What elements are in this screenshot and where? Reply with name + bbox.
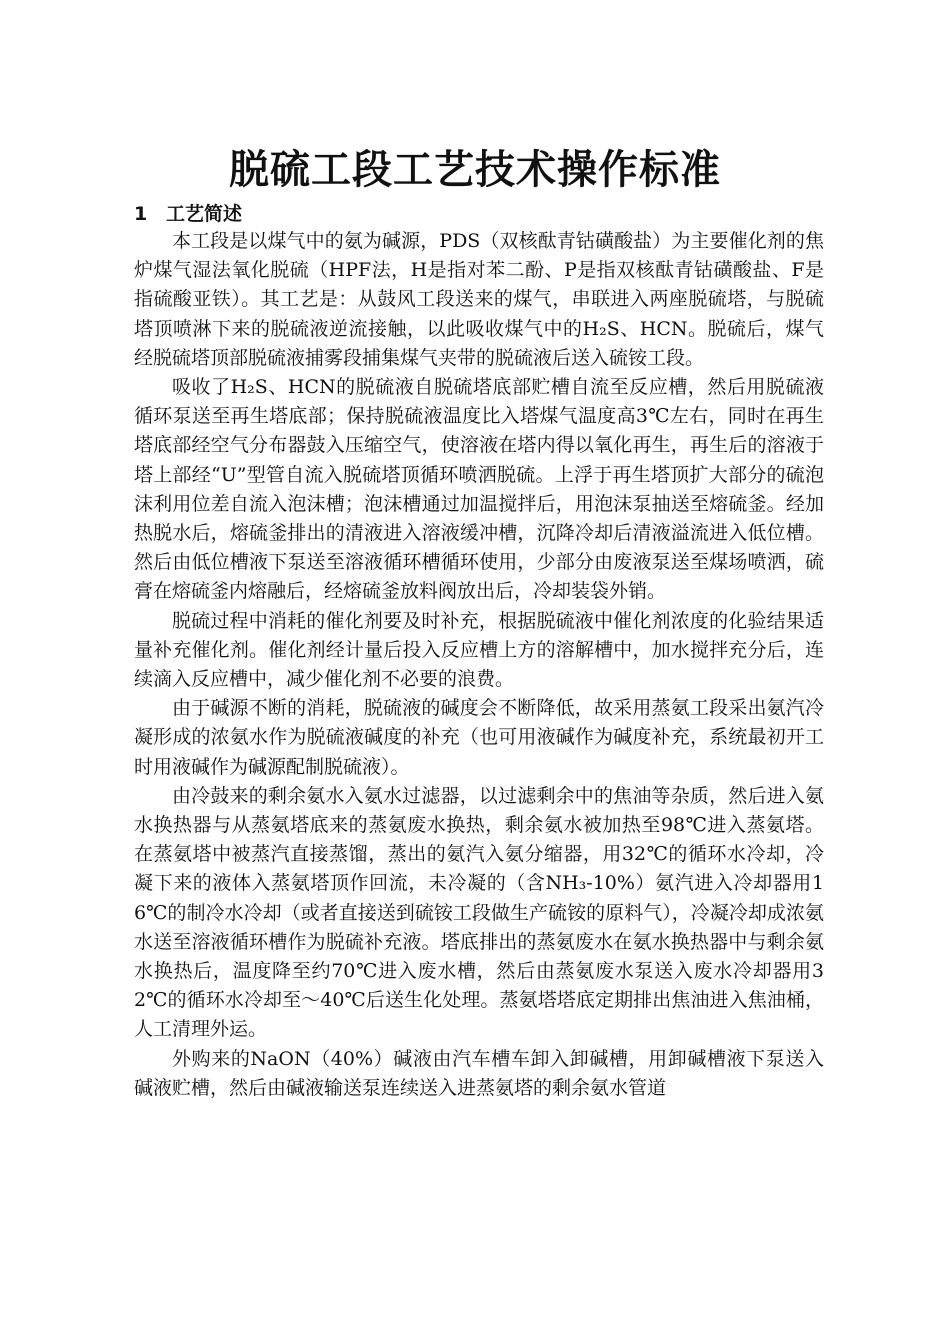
section-body	[134, 227, 824, 1103]
section-label: 工艺简述	[166, 203, 243, 225]
section-number: 1	[134, 203, 148, 225]
paragraph-solution-regeneration: 吸收了H₂S、HCN的脱硫液自脱硫塔底部贮槽自流至反应槽，然后用脱硫液循环泵送至再生塔底部；保持脱硫液温度比入塔煤气温度高3℃左右，同时在再生塔底部经空气分布器鼓入压缩空气，使溶液在塔内得以氧化再生，再生后的溶液于塔上部经“U”型管自流入脱硫塔顶循环喷洒脱硫。上浮于再生塔顶扩大部分的硫泡沫利用位差自流入泡沫槽；泡沫槽通过加温搅拌后，用泡沫泵抽送至熔硫釜。经加热脱水后，熔硫釜排出的清液进入溶液缓冲槽，沉降冷却后清液溢流进入低位槽。然后由低位槽液下泵送至溶液循环槽循环使用，少部分由废液泵送至煤场喷洒，硫膏在熔硫釜内熔融后，经熔硫釜放料阀放出后，冷却装袋外销。	[134, 376, 824, 603]
section-heading	[134, 198, 242, 230]
paragraph-ammonia-desulfurization-overview: 本工段是以煤气中的氨为碱源，PDS（双核酞青钴磺酸盐）为主要催化剂的焦炉煤气湿法氧化脱硫（HPF法，H是指对苯二酚、P是指双核酞青钴磺酸盐、F是指硫酸亚铁）。其工艺是：从鼓风工段送来的煤气，串联进入两座脱硫塔，与脱硫塔顶喷淋下来的脱硫液逆流接触，以此吸收煤气中的H₂S、HCN。脱硫后，煤气经脱硫塔顶部脱硫液捕雾段捕集煤气夹带的脱硫液后送入硫铵工段。	[134, 230, 824, 369]
document-title: 脱硫工段工艺技术操作标准	[229, 147, 721, 193]
paragraph-catalyst-replenishment: 脱硫过程中消耗的催化剂要及时补充，根据脱硫液中催化剂浓度的化验结果适量补充催化剂。催化剂经计量后投入反应槽上方的溶解槽中，加水搅拌充分后，连续滴入反应槽中，减少催化剂不必要的浪费。	[134, 609, 824, 691]
paragraph-alkalinity-supplement: 由于碱源不断的消耗，脱硫液的碱度会不断降低，故采用蒸氨工段采出氨汽冷凝形成的浓氨水作为脱硫液碱度的补充（也可用液碱作为碱度补充，系统最初开工时用液碱作为碱源配制脱硫液）。	[134, 697, 824, 778]
paragraph-ammonia-distillation: 由冷鼓来的剩余氨水入氨水过滤器，以过滤剩余中的焦油等杂质，然后进入氨水换热器与从蒸氨塔底来的蒸氨废水换热，剩余氨水被加热至98℃进入蒸氨塔。在蒸氨塔中被蒸汽直接蒸馏，蒸出的氨汽入氨分缩器，用32℃的循环水冷却，冷凝下来的液体入蒸氨塔顶作回流，未冷凝的（含NH₃-10%）氨汽进入冷却器用16℃的制冷水冷却（或者直接送到硫铵工段做生产硫铵的原料气），冷凝冷却成浓氨水送至溶液循环槽作为脱硫补充液。塔底排出的蒸氨废水在氨水换热器中与剩余氨水换热后，温度降至约70℃进入废水槽，然后由蒸氨废水泵送入废水冷却器用32℃的循环水冷却至～40℃后送生化处理。蒸氨塔塔底定期排出焦油进入焦油桶，人工清理外运。	[134, 784, 824, 1041]
paragraph-caustic-soda-supply: 外购来的NaON（40%）碱液由汽车槽车卸入卸碱槽，用卸碱槽液下泵送入碱液贮槽，然后由碱液输送泵连续送入进蒸氨塔的剩余氨水管道	[134, 1047, 824, 1099]
